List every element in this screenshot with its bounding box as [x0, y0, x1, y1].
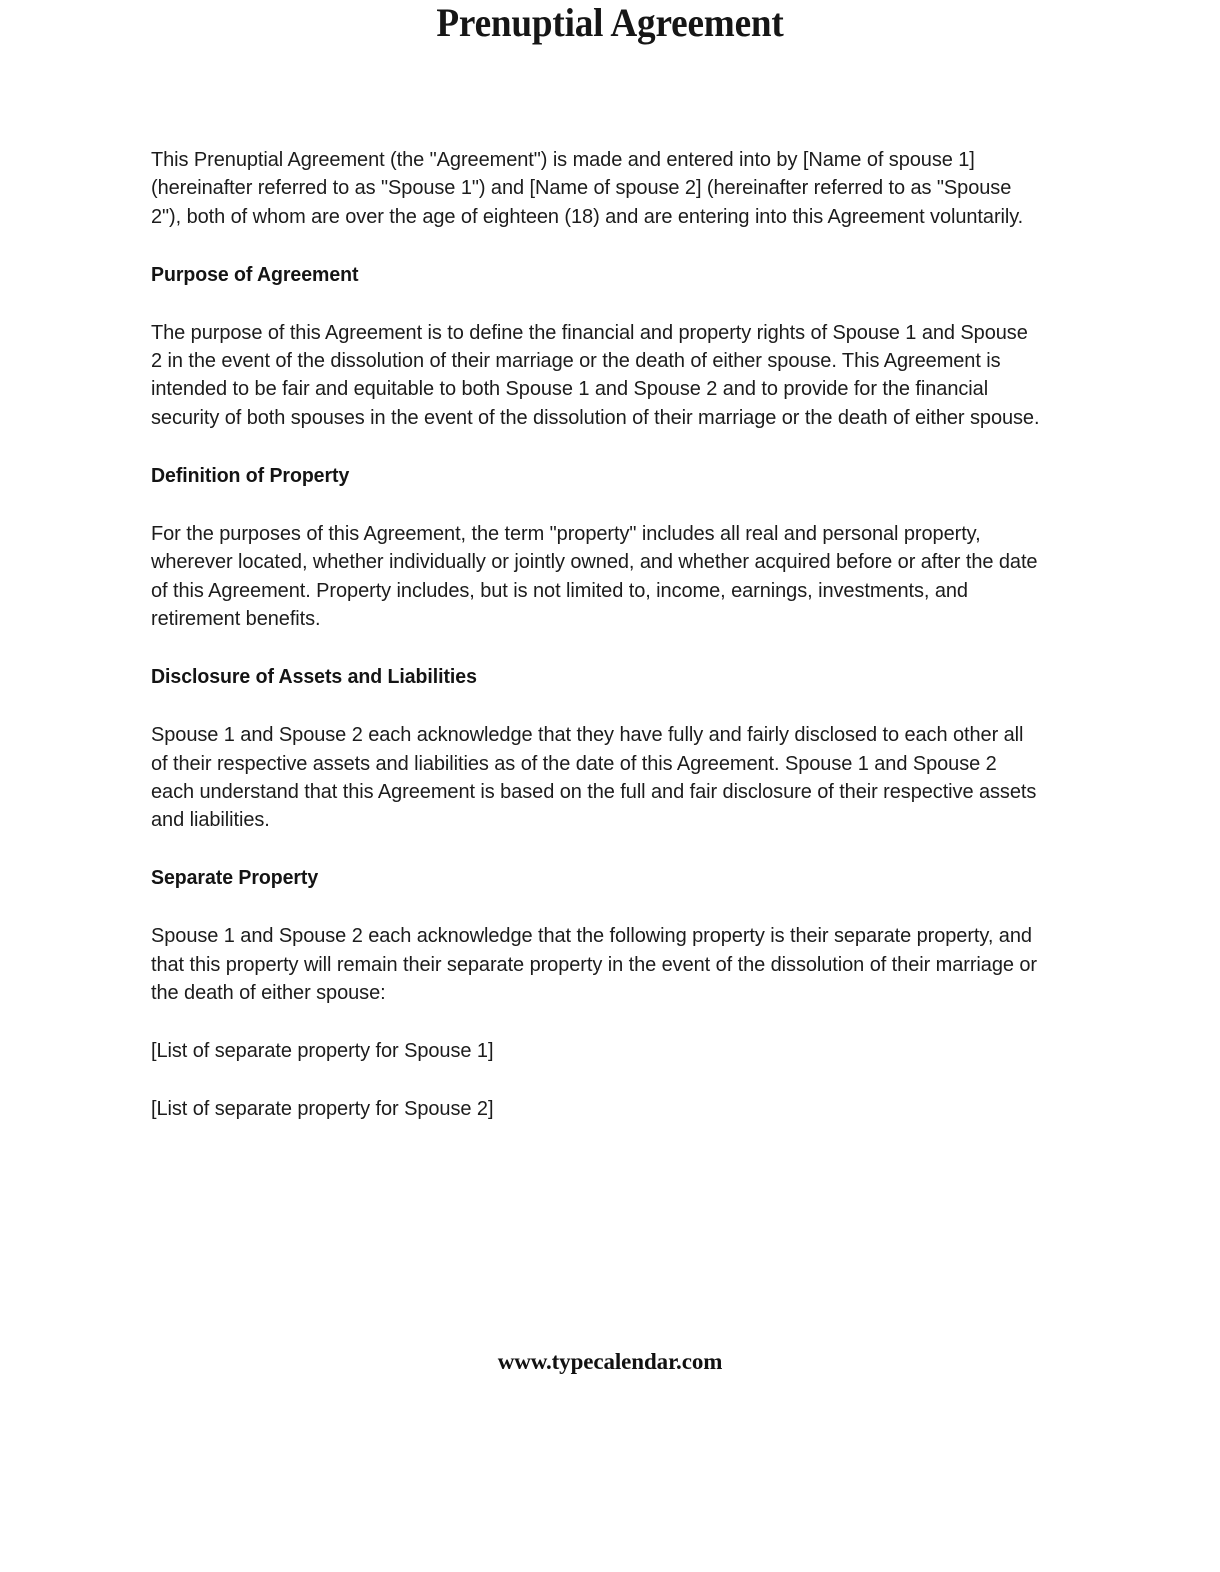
separate-property-paragraph: Spouse 1 and Spouse 2 each acknowledge that the following property is their separate property, and that this property will remain their separate property in the event of the dissolution of their marriage or the death of either spouse: — [151, 924, 1038, 1005]
definition-of-property-paragraph: For the purposes of this Agreement, the term "property" includes all real and personal property, wherever located, whether individually or jointly owned, and whether acquired before or after the date of this Agreement. Property includes, but is not limited to, income, earnings, investments, and retirement benefits. — [151, 522, 1038, 630]
section-heading-disclosure-of-assets-and-liabilities: Disclosure of Assets and Liabilities — [151, 666, 477, 689]
separate-property-placeholder-spouse-2: [List of separate property for Spouse 2] — [151, 1096, 494, 1120]
disclosure-of-assets-and-liabilities-paragraph: Spouse 1 and Spouse 2 each acknowledge that they have fully and fairly disclosed to each other all of their respective assets and liabilities as of the date of this Agreement. Spouse 1 and Spouse 2 each understand that this Agreement is based on the full and fair disclosure of their respective assets and liabilities. — [151, 723, 1037, 832]
document-body — [151, 146, 1064, 1123]
separate-property-placeholder-spouse-1: [List of separate property for Spouse 1] — [151, 1039, 494, 1063]
intro-paragraph: This Prenuptial Agreement (the "Agreement") is made and entered into by [Name of spouse 1] (hereinafter referred to as "Spouse 1") and [Name of spouse 2] (hereinafter referred to as "Spouse 2"), both of whom are over the age of eighteen (18) and are entering into this Agreement voluntarily. — [151, 148, 1024, 228]
section-heading-purpose-of-agreement: Purpose of Agreement — [151, 263, 359, 286]
section-heading-definition-of-property: Definition of Property — [151, 465, 350, 488]
page-title: Prenuptial Agreement — [436, 0, 784, 45]
footer-website-url: www.typecalendar.com — [497, 1349, 723, 1374]
section-heading-separate-property: Separate Property — [151, 867, 319, 890]
purpose-of-agreement-paragraph: The purpose of this Agreement is to define the financial and property rights of Spouse 1 and Spouse 2 in the event of the dissolution of their marriage or the death of either spouse. This Agreement is intended to be fair and equitable to both Spouse 1 and Spouse 2 and to provide for the financial security of both spouses in the event of the dissolution of their marriage or the death of either spouse. — [151, 320, 1040, 429]
